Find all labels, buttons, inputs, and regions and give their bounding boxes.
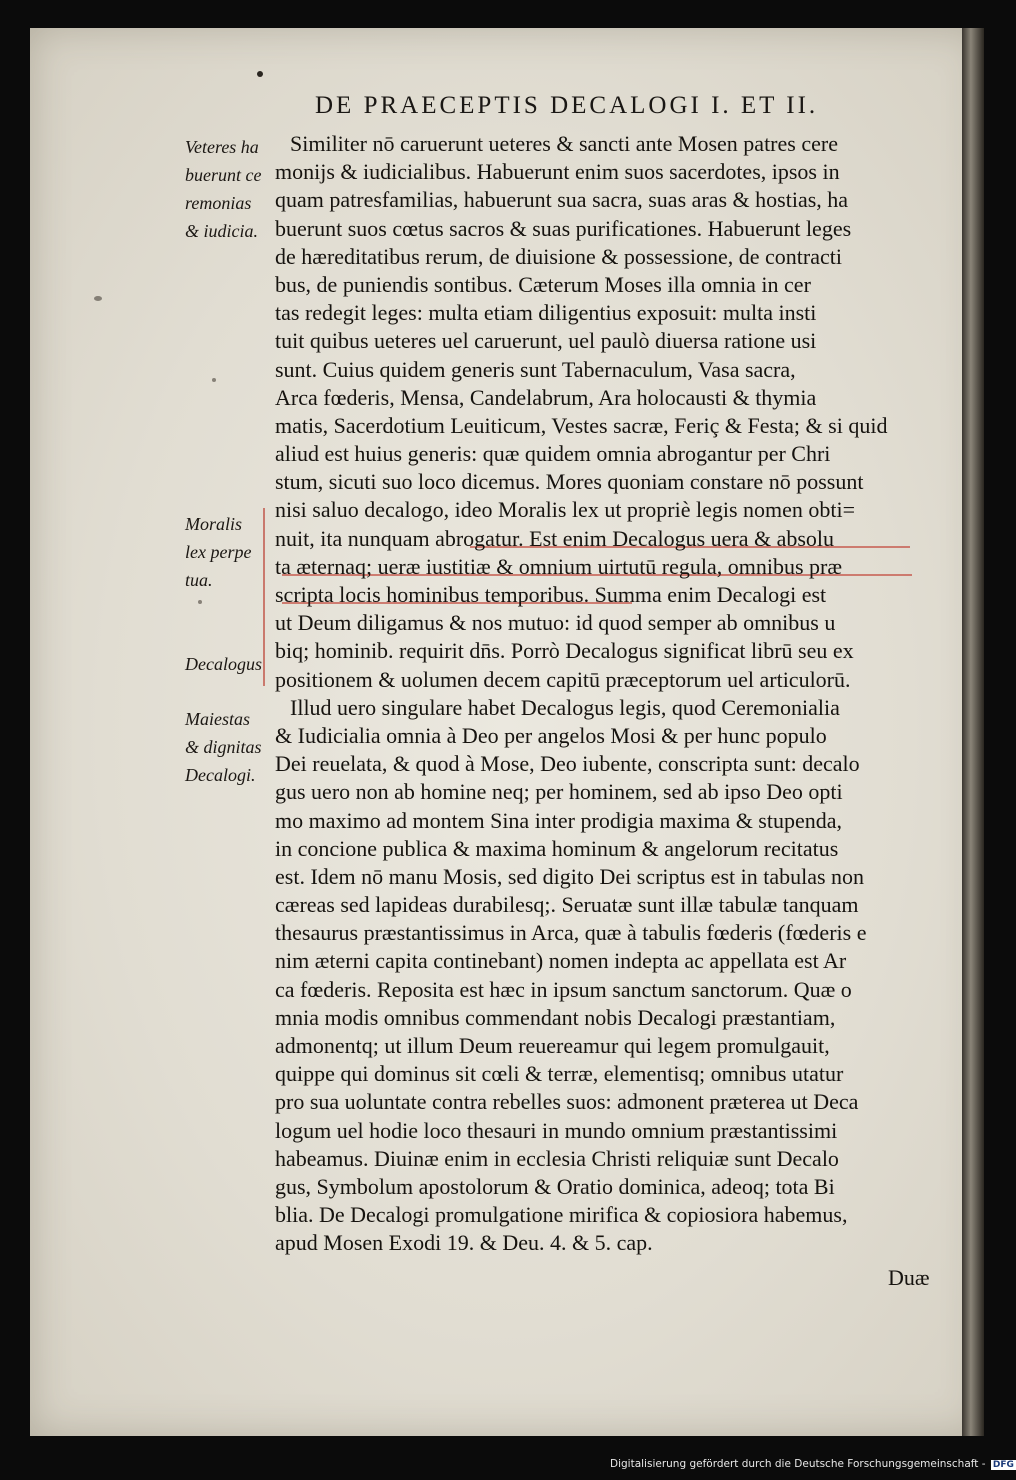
digitization-credit	[610, 1458, 1016, 1470]
text-line: nim æterni capita continebant) nomen indepta ac appellata est Ar	[275, 948, 847, 974]
text-line: positionem & uolumen decem capitū præceptorum uel articulorū.	[275, 666, 851, 692]
catchword: Duæ	[888, 1265, 930, 1290]
text-line: pro sua uoluntate contra rebelles suos: admonent præterea ut Deca	[275, 1089, 859, 1115]
text-line: ca fœderis. Reposita est hæc in ipsum sanctum sanctorum. Quæ o	[275, 976, 852, 1002]
text-line: admonentq; ut illum Deum reuereamur qui legem promulgauit,	[275, 1033, 830, 1058]
ink-speck	[212, 378, 216, 382]
red-ink-bracket	[263, 508, 270, 686]
text-line: in concione publica & maxima hominum & angelorum recitatus	[275, 835, 839, 861]
running-head: DE PRAECEPTIS DECALOGI I. ET II.	[315, 92, 819, 119]
margin-note-line: Decalogi.	[185, 765, 256, 785]
margin-note-line: tua.	[185, 570, 213, 590]
text-line: buerunt suos cœtus sacros & suas purificationes. Habuerunt leges	[275, 215, 852, 241]
text-line: mo maximo ad montem Sina inter prodigia maxima & stupenda,	[275, 807, 843, 833]
text-line: mnia modis omnibus commendant nobis Decalogi præstantiam,	[275, 1004, 836, 1030]
ink-speck	[94, 296, 102, 301]
text-line: cæreas sed lapideas durabilesq;. Seruatæ sunt illæ tabulæ tanquam	[275, 892, 859, 918]
text-line: ta æternaq; ueræ iustitiæ & omnium uirtutū regula, omnibus præ	[275, 553, 843, 579]
text-line: blia. De Decalogi promulgatione mirifica & copiosiora habemus,	[275, 1202, 848, 1228]
margin-note-line: Maiestas	[185, 709, 250, 729]
text-line: tuit quibus ueteres uel caruerunt, uel paulò diuersa ratione usi	[275, 328, 817, 354]
page-edge	[962, 28, 984, 1436]
text-line: aliud est huius generis: quæ quidem omnia abrogantur per Chri	[275, 441, 831, 467]
margin-note-line: Moralis	[185, 514, 243, 534]
margin-note-line: lex perpe	[185, 542, 252, 562]
dfg-logo: DFG	[992, 1460, 1014, 1470]
text-line: habeamus. Diuinæ enim in ecclesia Christi reliquiæ sunt Decalo	[275, 1145, 839, 1171]
text-line: stum, sicuti suo loco dicemus. Mores quoniam constare nō possunt	[275, 469, 864, 495]
text-line: gus, Symbolum apostolorum & Oratio dominica, adeoq; tota Bi	[275, 1173, 835, 1199]
text-line: nuit, ita nunquam abrogatur. Est enim Decalogus uera & absolu	[275, 525, 835, 551]
text-line: quippe qui dominus sit cœli & terræ, elementisq; omnibus utatur	[275, 1061, 844, 1087]
credit-text: Digitalisierung gefördert durch die Deutsche Forschungsgemeinschaft -	[610, 1458, 986, 1470]
text-line: logum uel hodie loco thesauri in mundo omnium præstantissimi	[275, 1117, 838, 1143]
text-line: matis, Sacerdotium Leuiticum, Vestes sacræ, Feriç & Festa; & si quid	[275, 412, 888, 438]
text-line: scripta locis hominibus temporibus. Summa enim Decalogi est	[275, 582, 827, 607]
margin-note-line: Decalogus	[185, 654, 262, 674]
text-line: quam patresfamilias, habuerunt sua sacra, suas aras & hostias, ha	[275, 187, 849, 213]
margin-note-maiestas	[185, 705, 277, 789]
margin-note-line: remonias	[185, 193, 252, 213]
text-line: apud Mosen Exodi 19. & Deu. 4. & 5. cap.	[275, 1230, 653, 1256]
margin-note-line: & iudicia.	[185, 221, 258, 241]
text-line: monijs & iudicialibus. Habuerunt enim suos sacerdotes, ipsos in	[275, 159, 840, 185]
text-line: Illud uero singulare habet Decalogus legis, quod Ceremonialia	[290, 694, 840, 720]
text-line: Arca fœderis, Mensa, Candelabrum, Ara holocausti & thymia	[275, 384, 817, 410]
text-line: Dei reuelata, & quod à Mose, Deo iubente, conscripta sunt: decalo	[275, 751, 860, 777]
ink-dot	[257, 71, 263, 77]
text-line: est. Idem nō manu Mosis, sed digito Dei scriptus est in tabulas non	[275, 863, 865, 889]
text-line: bus, de puniendis sontibus. Cæterum Moses illa omnia in cer	[275, 271, 811, 297]
margin-note-line: buerunt ce	[185, 165, 262, 185]
text-line: tas redegit leges: multa etiam diligentius exposuit: multa insti	[275, 300, 817, 326]
text-line: de hæreditatibus rerum, de diuisione & possessione, de contracti	[275, 243, 842, 269]
text-line: & Iudicialia omnia à Deo per angelos Mosi & per hunc populo	[275, 722, 827, 748]
margin-note-line: Veteres ha	[185, 137, 259, 157]
body-text	[275, 130, 935, 1258]
text-line: Similiter nō caruerunt ueteres & sancti ante Mosen patres cere	[290, 131, 838, 156]
margin-note-veteres	[185, 133, 277, 245]
margin-note-line: & dignitas	[185, 737, 262, 757]
text-line: gus uero non ab homine neq; per hominem, sed ab ipso Deo opti	[275, 779, 843, 805]
text-line: thesaurus præstantissimus in Arca, quæ à tabulis fœderis (fœderis e	[275, 920, 867, 946]
text-line: biq; hominib. requirit dn̄s. Porrò Decalogus significat librū seu ex	[275, 638, 854, 664]
ink-speck	[198, 600, 202, 604]
text-line: ut Deum diligamus & nos mutuo: id quod semper ab omnibus u	[275, 610, 836, 636]
text-line: nisi saluo decalogo, ideo Moralis lex ut propriè legis nomen obti=	[275, 497, 856, 523]
text-line: sunt. Cuius quidem generis sunt Tabernaculum, Vasa sacra,	[275, 356, 796, 382]
